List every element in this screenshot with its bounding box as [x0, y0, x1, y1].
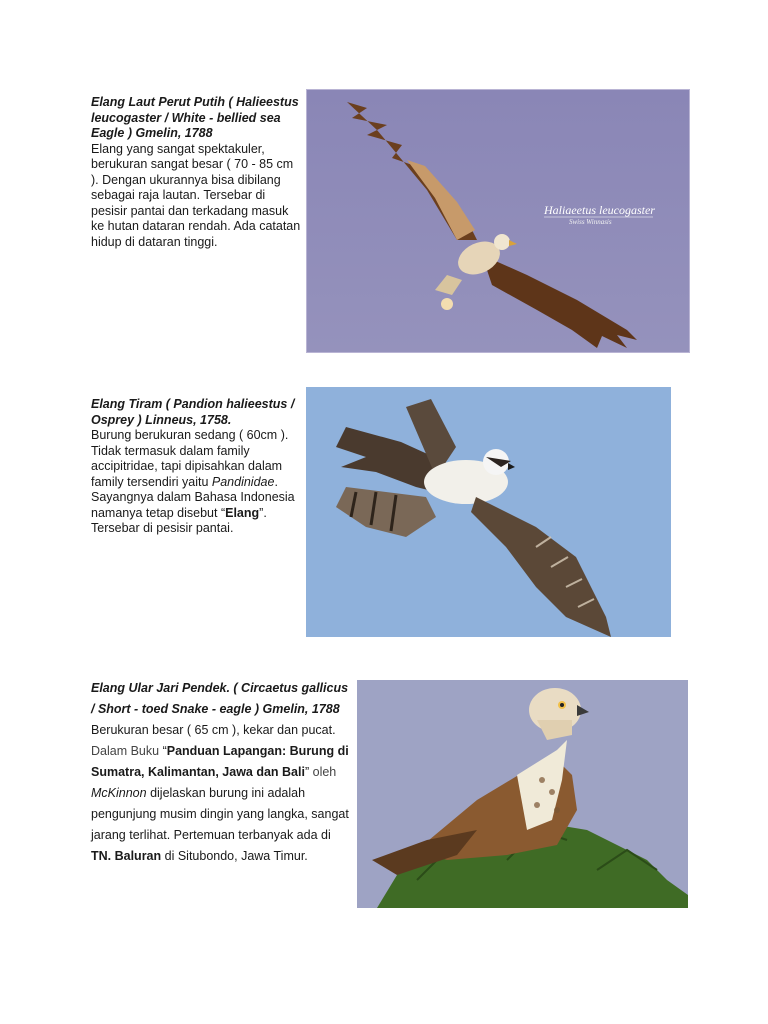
entry-3-body-part: Berukuran besar ( 65 cm ), kekar dan pucat. — [91, 723, 336, 737]
entry-3-body-part: “ — [159, 744, 167, 758]
entry-3-photo — [357, 680, 688, 908]
entry-2-text — [91, 397, 296, 537]
book-title: Panduan Lapangan: Burung di Sumatra, Kalimantan, Jawa dan Bali — [91, 744, 349, 779]
entry-3-body-part: oleh — [309, 765, 337, 779]
entry-2-body-part: . Sayangnya dalam Bahasa Indonesia namanya tetap disebut “ — [91, 474, 295, 520]
entry-2-body — [91, 428, 296, 537]
entry-1-body: Elang yang sangat spektakuler, berukuran sangat besar ( 70 - 85 cm ). Dengan ukurannya bisa dibilang sebagai raja lautan. Tersebar di pesisir pantai dan terkadang masuk ke hutan dataran rendah. Ada catatan hidup di dataran tinggi. — [91, 141, 301, 249]
photo-caption: Haliaeetus leucogaster — [544, 203, 655, 217]
author-name: McKinnon — [91, 786, 147, 800]
family-name: Pandinidae — [211, 474, 275, 489]
entry-1-photo — [306, 89, 690, 353]
entry-2-photo — [306, 387, 671, 637]
entry-3-body-part: Dalam Buku — [91, 744, 160, 758]
entry-2-body-part: Burung berukuran sedang ( 60cm ). Tidak termasuk dalam family accipitridae, tapi dipisahkan dalam family tersendiri yaitu — [91, 428, 289, 489]
entry-1-text — [91, 95, 301, 250]
entry-3-body-part: ” — [304, 765, 310, 779]
park-name: TN. Baluran — [91, 849, 162, 863]
entry-1-title: Elang Laut Perut Putih ( Halieestus leucogaster / White - bellied sea Eagle ) Gmelin, 1788 — [91, 95, 299, 140]
entry-3-body — [91, 720, 353, 867]
entry-3-body-part: di Situbondo, Jawa Timur. — [161, 849, 308, 863]
entry-2-body-part: ”. Tersebar di pesisir pantai. — [91, 505, 267, 535]
entry-2-title: Elang Tiram ( Pandion halieestus / Osprey ) Linneus, 1758. — [91, 397, 295, 427]
entry-3-text — [91, 678, 353, 867]
entry-3-body-part: dijelaskan burung ini adalah pengunjung musim dingin yang langka, sangat jarang terlihat. Pertemuan terbanyak ada di — [91, 786, 349, 842]
photo-credit: Swiss Winnasis — [569, 218, 612, 226]
entry-3-title: Elang Ular Jari Pendek. ( Circaetus gallicus / Short - toed Snake - eagle ) Gmelin, 1788 — [91, 681, 349, 716]
elang-word: Elang — [225, 505, 260, 520]
